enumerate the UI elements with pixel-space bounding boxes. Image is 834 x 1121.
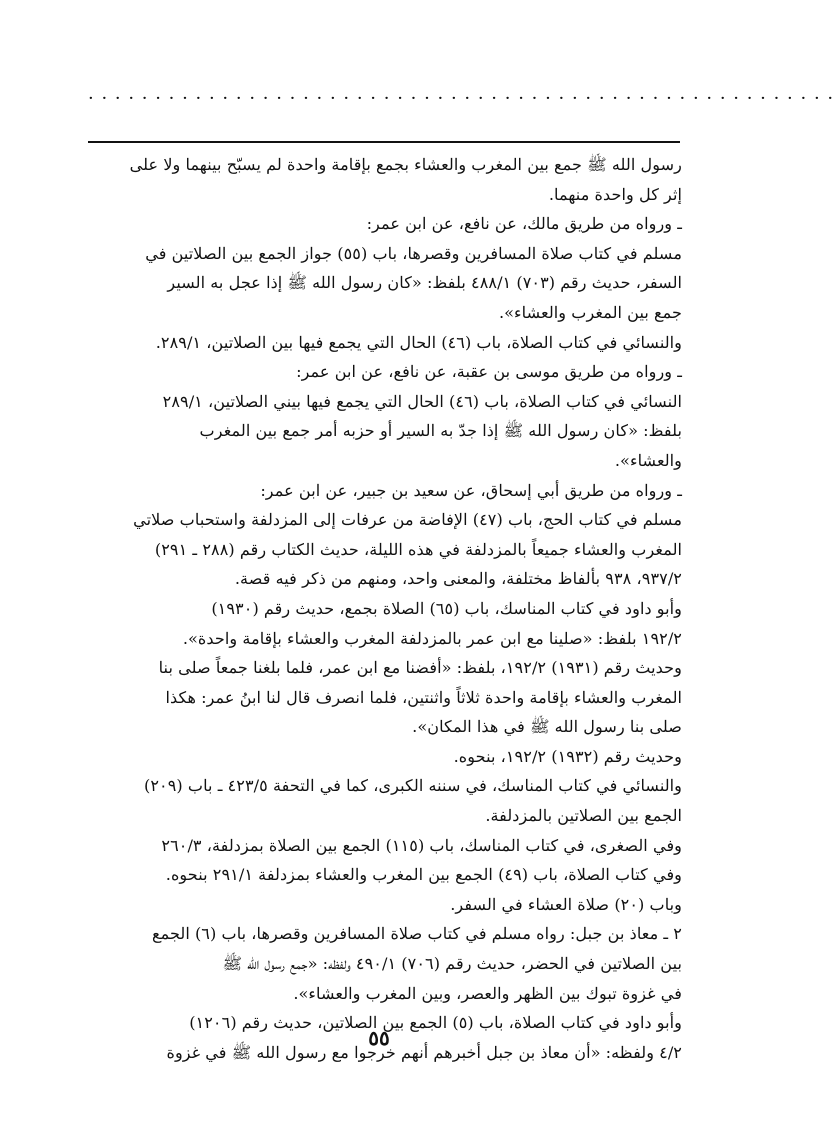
text-line: في غزوة تبوك بين الظهر والعصر، وبين المغرب والعشاء». [293,983,682,1003]
text-line: الجمع بين الصلاتين بالمزدلفة. [485,806,682,826]
text-line: وحديث رقم (١٩٣١) ١٩٢/٢، بلفظ: «أفضنا مع ابن عمر، فلما بلغنا جمعاً صلى بنا [158,658,682,678]
header-dotted-line: · · · · · · · · · · · · · · · · · · · · · · · · · · · · · · · · · · · · · · · · · · · · · · · · · · · · · · · · [88,88,834,109]
text-line: إثر كل واحدة منهما. [548,184,682,204]
text-line: بين الصلاتين في الحضر، حديث رقم (٧٠٦) ٤٩٠/١ ولفظه: «جمع رسول الله ﷺ [222,954,682,974]
text-line: والنسائي في كتاب المناسك، في سننه الكبرى، كما في التحفة ٤٢٣/٥ ـ باب (٢٠٩) [144,776,682,796]
text-line: وأبو داود في كتاب الصلاة، باب (٥) الجمع بين الصلاتين، حديث رقم (١٢٠٦) [189,1013,682,1033]
text-line: ١٩٢/٢ بلفظ: «صلينا مع ابن عمر بالمزدلفة المغرب والعشاء بإقامة واحدة». [182,628,682,648]
text-line: وفي كتاب الصلاة، باب (٤٩) الجمع بين المغرب والعشاء بمزدلفة ٢٩١/١ بنحوه. [165,865,682,885]
text-line: صلى بنا رسول الله ﷺ في هذا المكان». [412,717,682,737]
header-rule [88,141,680,143]
text-line: بلفظ: «كان رسول الله ﷺ إذا جدّ به السير أو حزبه أمر جمع بين المغرب [199,421,682,441]
text-line: ٩٣٧/٢، ٩٣٨ بألفاظ مختلفة، والمعنى واحد، ومنهم من ذكر فيه قصة. [234,569,682,589]
text-line: وحديث رقم (١٩٣٢) ١٩٢/٢، بنحوه. [453,746,682,766]
page-number: ٥٥ [368,1026,390,1050]
text-line: مسلم في كتاب الحج، باب (٤٧) الإفاضة من عرفات إلى المزدلفة واستحباب صلاتي [133,510,682,530]
text-line: جمع بين المغرب والعشاء». [499,302,682,322]
text-line: السفر، حديث رقم (٧٠٣) ٤٨٨/١ بلفظ: «كان رسول الله ﷺ إذا عجل به السير [167,273,682,293]
text-line: وباب (٢٠) صلاة العشاء في السفر. [450,894,682,914]
text-line: وأبو داود في كتاب المناسك، باب (٦٥) الصلاة بجمع، حديث رقم (١٩٣٠) [211,598,682,618]
text-line: ـ ورواه من طريق أبي إسحاق، عن سعيد بن جبير، عن ابن عمر: [260,480,682,500]
text-line: المغرب والعشاء جميعاً بالمزدلفة في هذه الليلة، حديث الكتاب رقم (٢٨٨ ـ ٢٩١) [154,539,682,559]
text-line: ـ ورواه من طريق موسى بن عقبة، عن نافع، عن ابن عمر: [296,362,682,382]
text-line: والعشاء». [614,450,682,470]
text-line: المغرب والعشاء بإقامة واحدة ثلاثاً واثنتين، فلما انصرف قال لنا ابنُ عمر: هكذا [165,687,682,707]
footnote-body [86,150,682,1067]
text-line: النسائي في كتاب الصلاة، باب (٤٦) الحال التي يجمع فيها بيني الصلاتين، ٢٨٩/١ [162,391,682,411]
text-line: ٢ ـ معاذ بن جبل: رواه مسلم في كتاب صلاة المسافرين وقصرها، باب (٦) الجمع [151,924,682,944]
text-line: وفي الصغرى، في كتاب المناسك، باب (١١٥) الجمع بين الصلاة بمزدلفة، ٢٦٠/٣ [161,835,682,855]
text-line: ٤/٢ ولفظه: «أن معاذ بن جبل أخبرهم أنهم خرجوا مع رسول الله ﷺ في غزوة [166,1042,682,1062]
text-line: رسول الله ﷺ جمع بين المغرب والعشاء بجمع بإقامة واحدة لم يسبّح بينهما ولا على [129,155,682,174]
text-line: ـ ورواه من طريق مالك، عن نافع، عن ابن عمر: [366,214,682,234]
text-line: مسلم في كتاب صلاة المسافرين وقصرها، باب (٥٥) جواز الجمع بين الصلاتين في [145,243,682,263]
text-line: والنسائي في كتاب الصلاة، باب (٤٦) الحال التي يجمع فيها بين الصلاتين، ٢٨٩/١. [155,332,682,352]
